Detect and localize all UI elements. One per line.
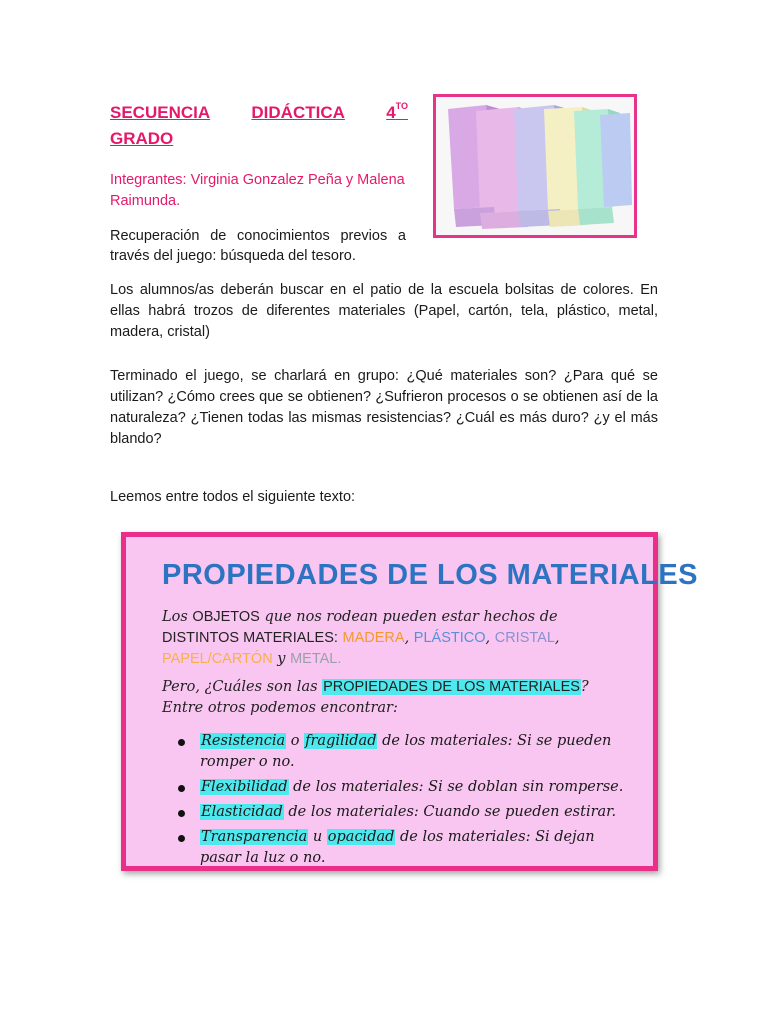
list-item: Resistencia o fragilidad de los materiales: Si se pueden romper o no. [166,731,636,773]
material-cristal: CRISTAL [494,630,555,646]
paragraph-leemos: Leemos entre todos el siguiente texto: [110,489,356,505]
title-line2: GRADO [110,129,174,148]
list-item: Flexibilidad de los materiales: Si se doblan sin romperse. [166,777,636,798]
card-question: Pero, ¿Cuáles son las PROPIEDADES DE LOS MATERIALES? Entre otros podemos encontrar: [162,679,589,716]
propiedades-card [121,532,699,871]
highlight-propiedades: PROPIEDADES DE LOS MATERIALES [323,679,580,695]
material-metal: METAL. [290,651,342,667]
paragraph-busqueda: Los alumnos/as deberán buscar en el patio de la escuela bolsitas de colores. En ellas habrá trozos de diferentes materiales (Papel, cartón, tela, plástico, metal, madera, cristal) [110,282,658,340]
material-plastico: PLÁSTICO [413,630,486,646]
paper-bags-illustration [436,97,634,235]
title-word: DIDÁCTICA [251,103,345,122]
title-grade: $4^{TO}$ [386,101,408,122]
material-papel: PAPEL/CARTÓN [162,651,273,667]
list-item: Elasticidad de los materiales: Cuando se pueden estirar. [166,802,636,823]
paper-bags-image [433,94,637,238]
recuperacion-text: Recuperación de conocimientos previos a través del juego: búsqueda del tesoro. [110,228,406,264]
paragraph-charla: Terminado el juego, se charlará en grupo: ¿Qué materiales son? ¿Para qué se utilizan? ¿Cómo crees que se obtienen? ¿Sufrieron procesos o se obtienen así de la naturaleza? ¿Tienen todas las mismas resistencias? ¿Cuál es más duro? ¿y el más blando? [110,368,658,447]
properties-list [166,731,636,873]
document-title [110,100,408,152]
title-word: SECUENCIA [110,103,211,122]
card-title: PROPIEDADES DE LOS MATERIALES [162,559,699,591]
card-intro: Los OBJETOS que nos rodean pueden estar hechos de DISTINTOS MATERIALES: MADERA, PLÁSTICO, CRISTAL, PAPEL/CARTÓN y METAL. [162,609,560,667]
material-madera: MADERA [342,630,405,646]
list-item: Transparencia u opacidad de los materiales: Si dejan pasar la luz o no. [166,827,636,869]
integrantes: Integrantes: Virginia Gonzalez Peña y Malena Raimunda. [110,172,405,209]
